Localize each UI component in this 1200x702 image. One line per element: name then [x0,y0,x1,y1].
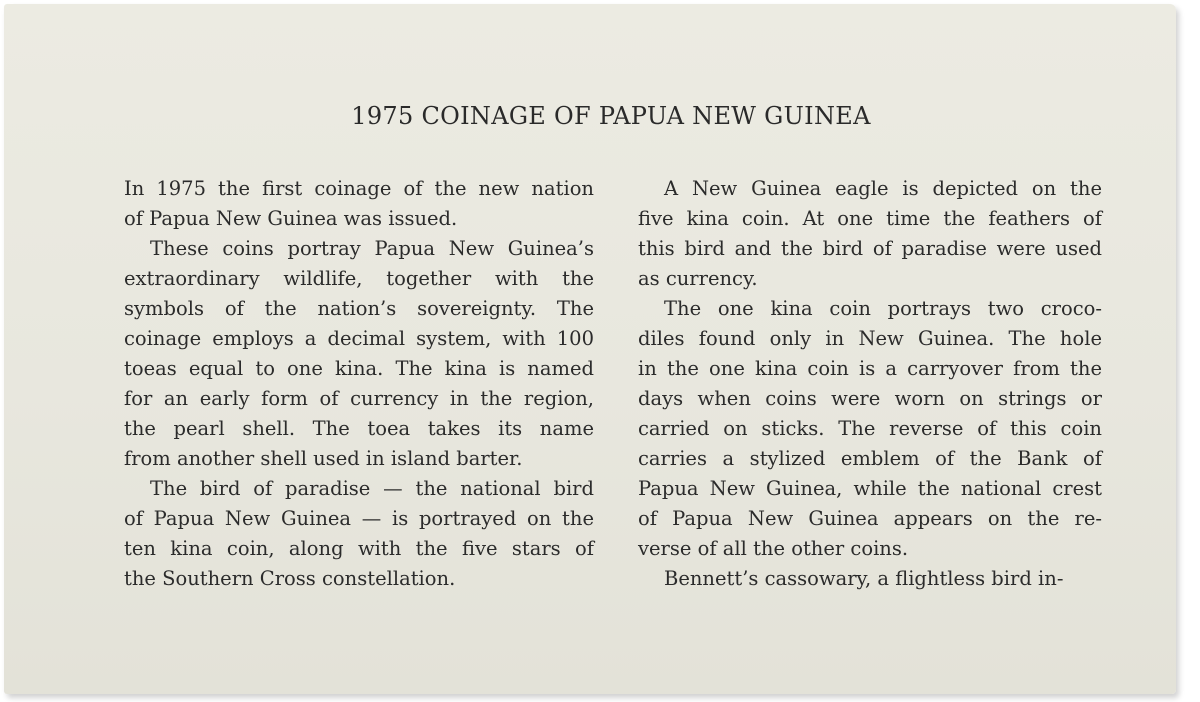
left-col-line: from another shell used in island barter. [124,447,523,470]
left-col-line: toeas equal to one kina. The kina is named [124,357,594,380]
right-col-line: diles found only in New Guinea. The hole [638,327,1102,350]
right-col-line: Bennett’s cassowary, a flightless bird in- [664,567,1064,590]
left-col-line: the Southern Cross constellation. [124,567,456,590]
left-col-line: coinage employs a decimal system, with 100 [124,327,594,350]
right-col-line: in the one kina coin is a carryover from the [638,357,1102,380]
left-col-line: In 1975 the first coinage of the new nation [124,177,594,200]
right-col-line: days when coins were worn on strings or [638,387,1102,410]
left-col-line: extraordinary wildlife, together with the [124,267,594,290]
left-col-line: of Papua New Guinea was issued. [124,207,458,230]
right-col-line: as currency. [638,267,758,290]
right-col-line: of Papua New Guinea appears on the re- [638,507,1102,530]
left-col-line: The bird of paradise — the national bird [150,477,594,500]
right-col-line: carried on sticks. The reverse of this coin [638,417,1102,440]
left-col-line: of Papua New Guinea — is portrayed on the [124,507,594,530]
left-col-line: symbols of the nation’s sovereignty. The [124,297,594,320]
right-col-line: five kina coin. At one time the feathers of [638,207,1102,230]
right-col-line: this bird and the bird of paradise were used [638,237,1102,260]
right-col-line: A New Guinea eagle is depicted on the [664,177,1102,200]
right-col-line: carries a stylized emblem of the Bank of [638,447,1102,470]
left-col-line: for an early form of currency in the region, [124,387,594,410]
left-col-line: the pearl shell. The toea takes its name [124,417,594,440]
right-col-line: verse of all the other coins. [638,537,909,560]
document-title: 1975 COINAGE OF PAPUA NEW GUINEA [351,102,871,130]
document-card [4,4,1176,694]
left-col-line: ten kina coin, along with the five stars of [124,537,594,560]
right-col-line: Papua New Guinea, while the national crest [638,477,1102,500]
left-col-line: These coins portray Papua New Guinea’s [150,237,594,260]
right-col-line: The one kina coin portrays two croco- [664,297,1102,320]
